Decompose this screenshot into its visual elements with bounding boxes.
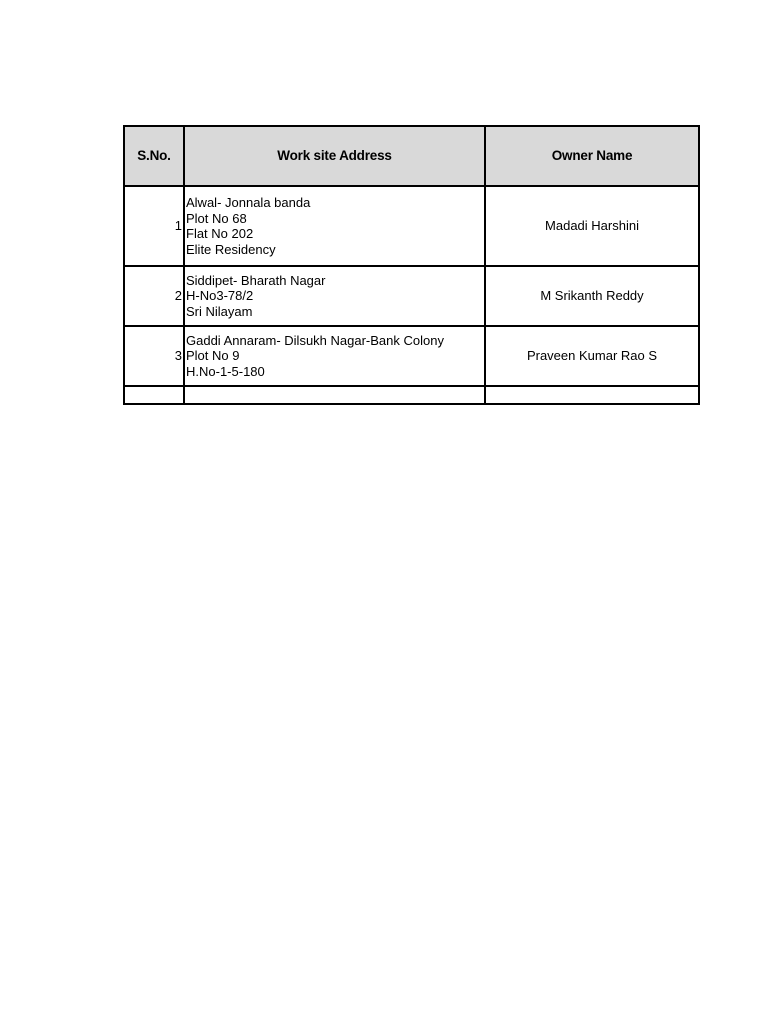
empty-cell [485, 386, 699, 404]
address-line: Plot No 68 [186, 210, 247, 226]
address-line: Elite Residency [186, 241, 276, 257]
sno-cell: 3 [124, 326, 184, 386]
header-sno: S.No. [124, 126, 184, 186]
sno-cell: 1 [124, 186, 184, 266]
empty-cell [184, 386, 485, 404]
address-line: Plot No 9 [186, 348, 240, 364]
address-line: Siddipet- Bharath Nagar [186, 272, 326, 288]
address-cell [184, 326, 485, 386]
address-cell [184, 186, 485, 266]
sno-cell: 2 [124, 266, 184, 326]
empty-table-row [124, 386, 699, 404]
address-line: Gaddi Annaram- Dilsukh Nagar-Bank Colony [186, 332, 444, 348]
table-row [124, 186, 699, 266]
header-owner-name: Owner Name [485, 126, 699, 186]
table-row [124, 266, 699, 326]
table-header-row [124, 126, 699, 186]
address-line: H.No-1-5-180 [186, 363, 265, 379]
address-cell [184, 266, 485, 326]
owner-cell: Madadi Harshini [485, 186, 699, 266]
owner-cell: M Srikanth Reddy [485, 266, 699, 326]
worksite-table [123, 125, 700, 405]
address-line: Sri Nilayam [186, 303, 253, 319]
address-line: Flat No 202 [186, 226, 254, 241]
owner-cell: Praveen Kumar Rao S [485, 326, 699, 386]
header-work-site-address: Work site Address [184, 126, 485, 186]
table-row [124, 326, 699, 386]
address-line: Alwal- Jonnala banda [186, 195, 311, 210]
empty-cell [124, 386, 184, 404]
address-line: H-No3-78/2 [186, 288, 254, 304]
